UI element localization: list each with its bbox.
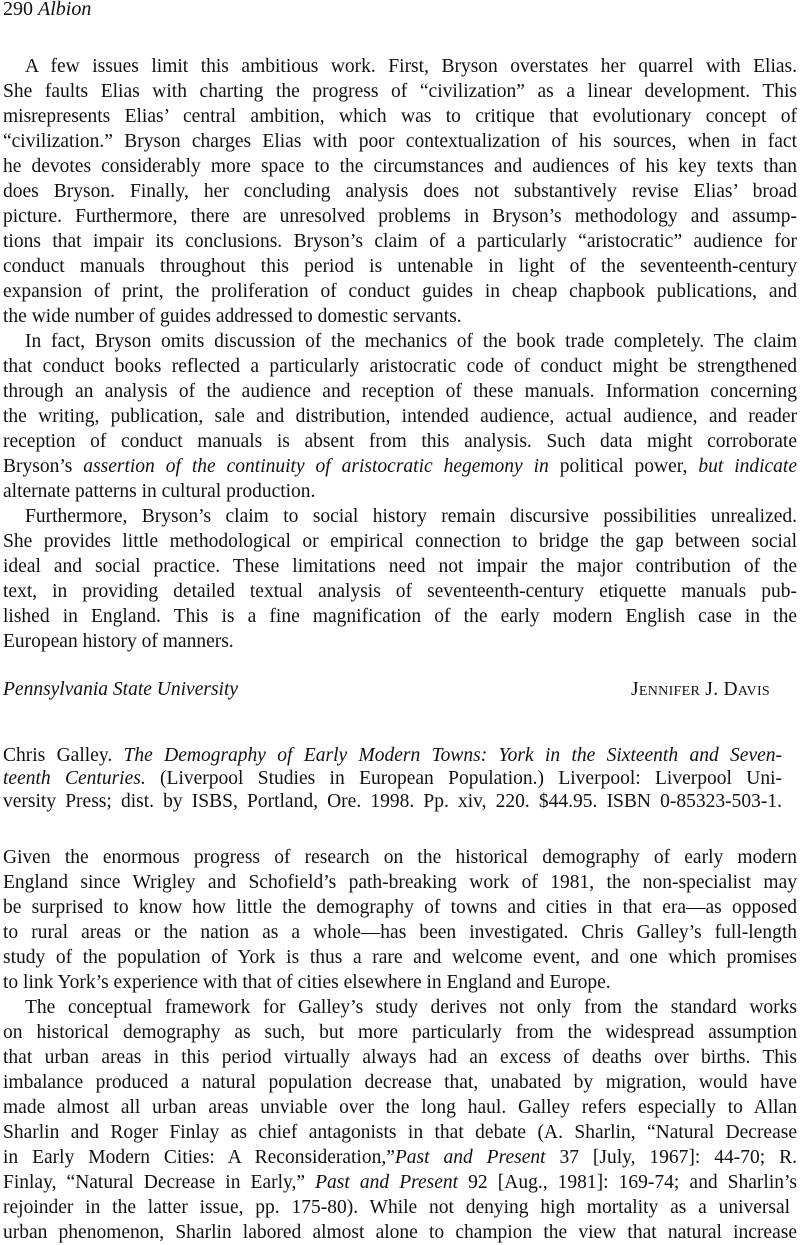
line-text: made almost all urban areas unviable over the long haul. Galley refers especially to Allan — [3, 1097, 797, 1118]
text-line — [3, 179, 797, 204]
text-line — [3, 1170, 797, 1195]
text-line — [3, 129, 797, 154]
italic-text: Past and Present — [315, 1172, 459, 1193]
line-text: Furthermore, Bryson’s claim to social history remain discursive possibilities unrealized. — [25, 506, 797, 527]
text-line — [3, 229, 797, 254]
line-text: to link York’s experience with that of cities elsewhere in England and Europe. — [3, 972, 611, 993]
line-text: reception of conduct manuals is absent from this analysis. Such data might corroborate — [3, 431, 797, 452]
line-text: be surprised to know how little the demography of towns and cities in that era—as opposed — [3, 897, 797, 918]
line-text: conduct manuals throughout this period is untenable in light of the seventeenth-century — [3, 256, 797, 277]
text-line — [3, 579, 797, 604]
text-segment: (Liverpool Studies in European Population.) Liverpool: Liverpool Uni- — [145, 768, 782, 789]
text-line — [3, 529, 797, 554]
line-text: that urban areas in this period virtually always had an excess of deaths over births. This — [3, 1047, 797, 1068]
line-text: In fact, Bryson omits discussion of the mechanics of the book trade completely. The claim — [25, 331, 797, 352]
line-text: England since Wrigley and Schofield’s path-breaking work of 1981, the non-specialist may — [3, 872, 797, 893]
text-line — [3, 279, 797, 304]
paragraph — [3, 54, 797, 329]
italic-text: teenth Centuries. — [3, 768, 146, 789]
paragraph — [3, 845, 797, 995]
line-text: She provides little methodological or empirical connection to bridge the gap between social — [3, 531, 797, 552]
line-text: urban phenomenon, Sharlin labored almost alone to champion the view that natural increase — [3, 1222, 797, 1243]
line-text: through an analysis of the audience and reception of these manuals. Information concerning — [3, 381, 797, 402]
book-citation — [3, 744, 782, 813]
text-line — [3, 404, 797, 429]
text-line — [3, 479, 797, 504]
line-text: She faults Elias with charting the progress of “civilization” as a linear development. This — [3, 81, 797, 102]
line-text: alternate patterns in cultural production. — [3, 481, 316, 502]
text-line — [3, 329, 797, 354]
line-text: European history of manners. — [3, 631, 234, 652]
page-number: 290 — [3, 0, 33, 20]
text-line — [3, 1045, 797, 1070]
text-line — [3, 154, 797, 179]
text-line — [3, 790, 782, 813]
line-text — [3, 454, 797, 479]
text-line — [3, 379, 797, 404]
paragraph — [3, 504, 797, 654]
line-text: expansion of print, the proliferation of conduct guides in cheap chapbook publications, and — [3, 281, 797, 302]
line-text: misrepresents Elias’ central ambition, which was to critique that evolutionary concept of — [3, 106, 797, 127]
text-line — [3, 304, 797, 329]
journal-title: Albion — [38, 0, 92, 20]
line-text: The conceptual framework for Galley’s study derives not only from the standard works — [25, 997, 797, 1018]
reviewer-affiliation: Pennsylvania State University — [3, 679, 239, 700]
italic-text: but indicate — [698, 456, 798, 477]
text-line — [3, 1220, 797, 1245]
line-text: “civilization.” Bryson charges Elias with poor contextualization of his sources, when in fact — [3, 131, 797, 152]
line-text: versity Press; dist. by ISBS, Portland, Ore. 1998. Pp. xiv, 220. $44.95. ISBN 0-85323-503-1. — [3, 791, 782, 812]
text-segment: 37 [July, 1967]: 44-70; R. — [545, 1147, 797, 1168]
line-text: tions that impair its conclusions. Bryson’s claim of a particularly “aristocratic” audience for — [3, 231, 797, 252]
line-text: Sharlin and Roger Finlay as chief antagonists in that debate (A. Sharlin, “Natural Decrease — [3, 1122, 797, 1143]
text-line — [3, 79, 797, 104]
text-line — [3, 1020, 797, 1045]
text-line — [3, 845, 797, 870]
review-signature — [3, 677, 770, 702]
line-text: Given the enormous progress of research on the historical demography of early modern — [3, 847, 797, 868]
line-text: study of the population of York is thus a rare and welcome event, and one which promises — [3, 947, 797, 968]
paragraph — [3, 329, 797, 504]
text-segment: Finlay, “Natural Decrease in Early,” — [3, 1172, 316, 1193]
text-line — [3, 54, 797, 79]
line-text: lished in England. This is a fine magnification of the early modern English case in the — [3, 606, 797, 627]
review-body-galley — [3, 845, 797, 1245]
line-text — [3, 744, 782, 767]
line-text: A few issues limit this ambitious work. First, Bryson overstates her quarrel with Elias. — [25, 56, 797, 77]
text-line — [3, 254, 797, 279]
line-text: does Bryson. Finally, her concluding analysis does not substantively revise Elias’ broad — [3, 181, 797, 202]
text-line — [3, 554, 797, 579]
italic-text: Past and Present — [394, 1147, 546, 1168]
text-segment: 92 [Aug., 1981]: 169-74; and Sharlin’s — [458, 1172, 798, 1193]
text-line — [3, 604, 797, 629]
text-line — [3, 870, 797, 895]
text-segment: in Early Modern Cities: A Reconsideration,” — [3, 1147, 395, 1168]
line-text — [3, 767, 782, 790]
line-text: rejoinder in the latter issue, pp. 175-80). While not denying high mortality as a universal — [3, 1197, 791, 1218]
text-line — [3, 1120, 797, 1145]
line-text: that conduct books reflected a particularly aristocratic code of conduct might be strengthened — [3, 356, 797, 377]
text-line — [3, 104, 797, 129]
italic-text: assertion of the continuity of aristocratic hegemony in — [83, 456, 549, 477]
line-text: to rural areas or the nation as a whole—has been investigated. Chris Galley’s full-length — [3, 922, 797, 943]
text-line — [3, 1195, 797, 1220]
running-header — [3, 0, 91, 22]
line-text: imbalance produced a natural population decrease that, unabated by migration, would have — [3, 1072, 797, 1093]
text-line — [3, 1145, 797, 1170]
text-line — [3, 204, 797, 229]
line-text: the wide number of guides addressed to domestic servants. — [3, 306, 462, 327]
text-line — [3, 1070, 797, 1095]
text-line — [3, 920, 797, 945]
paragraph — [3, 995, 797, 1245]
line-text — [3, 1170, 797, 1195]
line-text: ideal and social practice. These limitations need not impair the major contribution of the — [3, 556, 797, 577]
text-line — [3, 504, 797, 529]
text-line — [3, 970, 797, 995]
line-text: text, in providing detailed textual analysis of seventeenth-century etiquette manuals pub- — [3, 581, 797, 602]
line-text: picture. Furthermore, there are unresolved problems in Bryson’s methodology and assump- — [3, 206, 797, 227]
text-line — [3, 354, 797, 379]
line-text — [3, 1145, 797, 1170]
text-line — [3, 1095, 797, 1120]
text-line — [3, 629, 797, 654]
text-segment: Chris Galley. — [3, 745, 124, 766]
text-line — [3, 454, 797, 479]
text-line — [3, 744, 782, 767]
review-body-bryson — [3, 54, 797, 654]
line-text: on historical demography as such, but more particularly from the widespread assumption — [3, 1022, 797, 1043]
reviewer-name: Jennifer J. Davis — [631, 679, 770, 700]
text-line — [3, 995, 797, 1020]
text-line — [3, 767, 782, 790]
line-text: the writing, publication, sale and distribution, intended audience, actual audience, and reader — [3, 406, 797, 427]
italic-text: The Demography of Early Modern Towns: York in the Sixteenth and Seven- — [123, 745, 783, 766]
text-line — [3, 945, 797, 970]
text-segment: Bryson’s — [3, 456, 84, 477]
line-text: he devotes considerably more space to the circumstances and audiences of his key texts than — [3, 156, 797, 177]
text-segment: political power, — [548, 456, 699, 477]
text-line — [3, 895, 797, 920]
text-line — [3, 429, 797, 454]
